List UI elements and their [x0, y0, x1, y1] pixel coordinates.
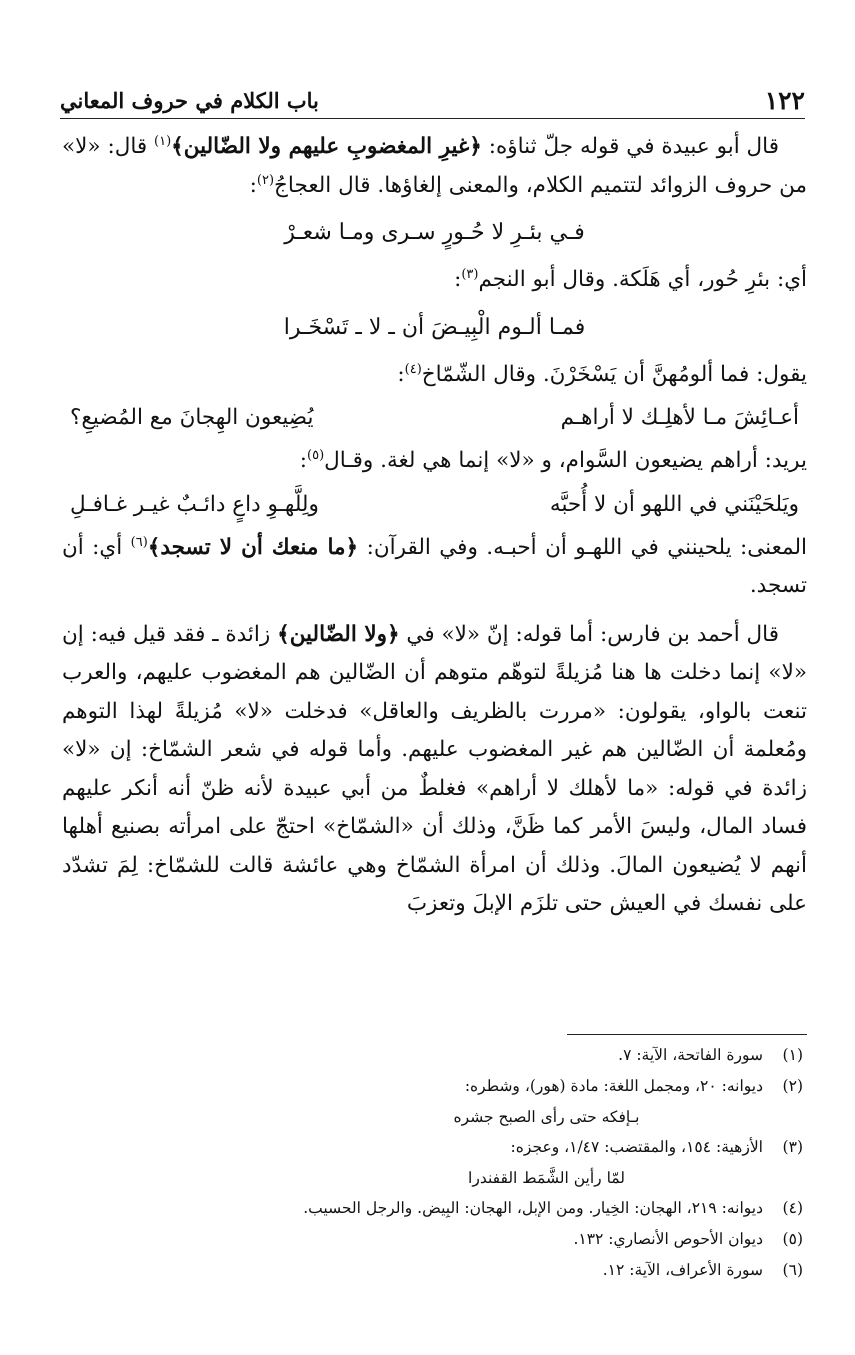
footnote-4	[70, 1193, 803, 1224]
text-run: قال أحمد بن فارس: أما قوله: إنّ «لا» في	[399, 621, 779, 647]
text-run: زائدة ـ فقد قيل فيه: إن «لا» إنما دخلت ها هنا مُزيلةً لتوهّم متوهم أن الضّالين هم المغضوب عليهم، والعرب تنعت بالواو، يقولون: «مررت بالظريف والعاقل» فدخلت «لا» مُزيلةً لهذا التوهم ومُعلمة أن الضّالين هم غير المغضوب عليهم. وأما قوله في شعر الشمّاخ: إن «لا» زائدة في قوله: «ما لأهلك لا أراهم» فغلطٌ من أبي عبيدة لأنه ظنّ أنه أنكر عليهم فساد المال، وليسَ الأمر كما ظَنَّ، وذلك أن «الشمّاخ» احتجّ على امرأته بصنيع أهلها أنهم لا يُضيعون المالَ. وذلك أن امرأة الشمّاخ وهي عائشة قالت للشمّاخ: لِمَ تشدّد على نفسك في العيش حتى تلزَم الإبلَ وتعزبَ	[62, 621, 807, 916]
chapter-title: باب الكلام في حروف المعاني	[60, 87, 319, 113]
footnote-ref-5[interactable]: (٥)	[307, 447, 325, 463]
paragraph-4	[62, 442, 807, 481]
text-run: :	[249, 172, 257, 198]
verse-hemistich-left: ولِلَّهـوِ داعٍ دائـبٌ غيـر غـافـلِ	[70, 491, 319, 517]
paragraph-6	[62, 616, 807, 924]
quran-quote: ﴿ولا الضّالين﴾	[277, 621, 400, 647]
footnote-verse: لمّا رأين الشَّمَط القفندرا	[468, 1169, 625, 1187]
text-run: :	[397, 361, 405, 387]
text-run: أي: بئرِ حُور، أي هَلَكة. وقال أبو النجم	[478, 267, 807, 292]
paragraph-5	[62, 529, 807, 606]
footnote-text: ديوانه: ٢٠، ومجمل اللغة: مادة (هور)، وشطره:	[464, 1077, 763, 1095]
paragraph-2	[62, 261, 807, 300]
footnotes	[70, 1040, 803, 1286]
text-run: قال: «لا» من حروف الزوائد لتتميم الكلام، والمعنى إلغاؤها. قال العجاجُ	[62, 134, 807, 198]
footnote-ref-1[interactable]: (١)	[154, 133, 172, 149]
verse-3	[62, 394, 807, 442]
footnote-1	[70, 1040, 803, 1071]
quran-quote: ﴿غيرِ المغضوبِ عليهم ولا الضّالين﴾	[171, 134, 482, 159]
footnote-text: سورة الأعراف، الآية: ١٢.	[602, 1261, 763, 1279]
verse-2: فمـا ألـوم الْبِيـضَ أن ـ لا ـ تَسْخَـرا	[283, 314, 586, 340]
footnote-2	[70, 1071, 803, 1102]
text-run: يريد: أراهم يضيعون السَّوام، و «لا» إنما هي لغة. وقـال	[324, 448, 807, 473]
main-text	[62, 128, 807, 924]
text-run: أي: أن تسجد.	[62, 534, 807, 598]
footnote-5	[70, 1224, 803, 1255]
footnote-number: (٣)	[782, 1138, 803, 1156]
verse-hemistich-right: ويَلحَيْنَني في اللهو أن لا أُحبَّه	[549, 491, 799, 517]
footnote-text: ديوانه: ٢١٩، الهجان: الخِيار. ومن الإبل، الهجان: البِيض. والرجل الحسيب.	[303, 1199, 763, 1217]
footnote-number: (٢)	[782, 1077, 803, 1095]
footnote-verse: بـإفكه حتى رأى الصبح جشره	[453, 1108, 640, 1126]
page-number: ١٢٢	[764, 85, 805, 115]
text-run: المعنى: يلحينني في اللهـو أن أحبـه. وفي القرآن:	[358, 534, 807, 560]
footnote-ref-3[interactable]: (٣)	[461, 266, 479, 282]
footnote-divider	[567, 1034, 807, 1035]
text-run: :	[299, 448, 308, 473]
text-run: يقول: فما ألومُهنَّ أن يَسْخَرْنَ. وقال الشّمّاخ	[421, 361, 807, 387]
quran-quote: ﴿ما منعك أن لا تسجد﴾	[147, 534, 359, 560]
text-run: :	[454, 267, 462, 292]
footnote-text: سورة الفاتحة، الآية: ٧.	[618, 1046, 763, 1064]
footnote-number: (١)	[782, 1046, 803, 1064]
footnote-text: الأزهية: ١٥٤، والمقتضب: ١/٤٧، وعجزه:	[510, 1138, 763, 1156]
verse-1: فـي بئـرِ لا حُـورٍ سـرى ومـا شعـرْ	[284, 220, 585, 245]
verse-4	[62, 481, 807, 529]
paragraph-3	[62, 356, 807, 395]
verse-hemistich-right: أعـائِشَ مـا لأهلِـك لا أراهـم	[560, 405, 799, 430]
footnote-ref-2[interactable]: (٢)	[256, 172, 275, 188]
running-header	[60, 82, 805, 119]
footnote-6	[70, 1255, 803, 1286]
paragraph-1	[62, 128, 807, 205]
verse-hemistich-left: يُضِيعون الهِجانَ مع المُضيعِ؟	[70, 405, 314, 430]
footnote-number: (٦)	[782, 1261, 803, 1279]
footnote-text: ديوان الأحوص الأنصاري: ١٣٢.	[573, 1230, 763, 1248]
text-run: قال أبو عبيدة في قوله جلّ ثناؤه:	[481, 134, 779, 159]
footnote-3	[70, 1132, 803, 1163]
footnote-number: (٥)	[782, 1230, 803, 1248]
footnote-number: (٤)	[782, 1199, 803, 1217]
footnote-ref-4[interactable]: (٤)	[404, 361, 422, 377]
footnote-ref-6[interactable]: (٦)	[130, 534, 148, 550]
